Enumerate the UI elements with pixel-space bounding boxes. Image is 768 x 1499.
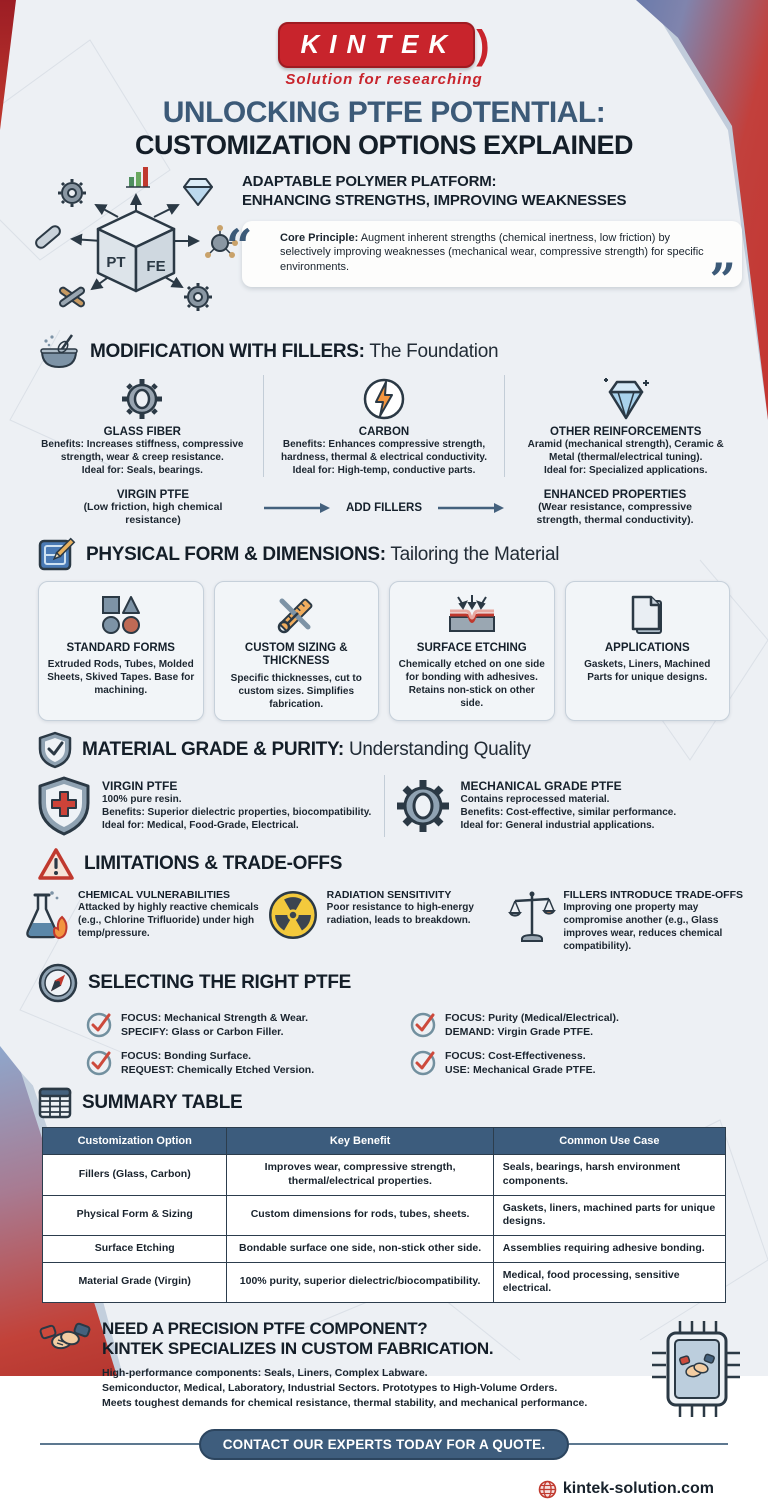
table-row [43,1235,726,1262]
summary-table [42,1127,726,1302]
card-text: Chemically etched on one side for bonding with adhesives. Retains non-stick on other side. [398,659,545,710]
cta-heading-line1: NEED A PRECISION PTFE COMPONENT? [102,1318,428,1338]
cell-option: Surface Etching [43,1235,227,1262]
cta-section [40,1319,742,1419]
mixing-bowl-icon [38,333,80,371]
filler-benefits: Benefits: Enhances compressive strength, hardness, thermal & electrical conductivity. [281,439,487,463]
shield-check-icon [38,731,72,769]
open-quote-icon: “ [226,218,253,273]
filler-benefits: Benefits: Increases stiffness, compressive strength, wear & creep resistance. [41,439,244,463]
check-circle-icon [86,1012,112,1038]
globe-icon [538,1480,557,1499]
core-principle-quote [226,218,742,308]
checklist-line1: FOCUS: Bonding Surface. [121,1050,252,1063]
physical-heading-bold: PHYSICAL FORM & DIMENSIONS: [86,544,386,566]
selecting-section-header [38,963,768,1003]
limit-radiation [267,889,502,953]
checklist-line1: FOCUS: Purity (Medical/Electrical). [445,1011,619,1024]
checklist-line2: USE: Mechanical Grade PTFE. [445,1064,596,1077]
blueprint-pencil-icon [38,537,76,573]
table-row [43,1195,726,1235]
grade-heading-light: Understanding Quality [343,738,531,760]
cell-option: Fillers (Glass, Carbon) [43,1155,227,1195]
cta-body-line: Meets toughest demands for chemical resistance, thermal stability, and mechanical performance. [102,1397,588,1410]
card-title: CUSTOM SIZING & THICKNESS [244,642,348,668]
filler-ideal-for: Ideal for: High-temp, conductive parts. [292,465,476,476]
grade-heading-bold: MATERIAL GRADE & PURITY: [82,738,344,760]
handshake-icon [40,1319,90,1359]
limitations-heading: LIMITATIONS & TRADE-OFFS [84,852,343,874]
cell-benefit: Improves wear, compressive strength, thermal/electrical properties. [227,1155,493,1195]
arrow-right-icon [436,502,506,514]
quote-label: Core Principle: [280,231,359,244]
ptfe-cube-illustration [30,165,242,323]
card-text: Specific thicknesses, cut to custom sizes. Simplifies fabrication. [230,672,362,710]
selecting-checklist [86,1011,708,1078]
diamond-icon [184,179,212,205]
column-header: Common Use Case [493,1128,725,1155]
filler-title: CARBON [358,426,410,438]
flow-step-add-fillers: ADD FILLERS [345,502,423,515]
svg-text:PT: PT [106,254,126,271]
checklist-item [86,1049,384,1077]
platform-heading-line2: ENHANCING STRENGTHS, IMPROVING WEAKNESSES [242,191,627,209]
footer [0,1480,714,1499]
cell-option: Physical Form & Sizing [43,1195,227,1235]
page-title-line2: CUSTOMIZATION OPTIONS EXPLAINED [134,130,634,160]
limitations-section-header [38,847,768,881]
page-title-line1: UNLOCKING PTFE POTENTIAL: [162,96,606,129]
filler-title: OTHER REINFORCEMENTS [549,426,702,438]
filler-ideal-for: Ideal for: Specialized applications. [543,465,708,476]
check-circle-icon [410,1050,436,1076]
lightning-icon [362,376,406,422]
kintek-logo-text: KINTEK [278,22,475,68]
document-icon [627,593,667,637]
divider-line [569,1443,728,1445]
cell-benefit: Bondable surface one side, non-stick other side. [227,1235,493,1262]
balance-scale-icon [509,889,555,945]
limit-text: Attacked by highly reactive chemicals (e.g., Chlorine Trifluoride) under high temp/pressure. [78,901,259,939]
platform-heading-line1: ADAPTABLE POLYMER PLATFORM: [242,173,497,190]
card-text: Gaskets, Liners, Machined Parts for unique designs. [584,659,711,684]
cell-benefit: 100% purity, superior dielectric/biocompatibility. [227,1262,493,1302]
grade-virgin-ptfe [26,775,384,837]
compass-icon [38,963,78,1003]
card-title: STANDARD FORMS [66,642,175,655]
checklist-item [86,1011,384,1039]
cell-benefit: Custom dimensions for rods, tubes, sheets. [227,1195,493,1235]
shield-cross-icon [36,775,92,837]
flask-flame-icon [24,889,70,945]
gear-icon [58,179,86,207]
summary-heading: SUMMARY TABLE [82,1092,243,1114]
grade-line: Benefits: Cost-effective, similar performance. [460,807,677,819]
cell-option: Material Grade (Virgin) [43,1262,227,1302]
limit-title: RADIATION SENSITIVITY [326,888,452,901]
card-title: SURFACE ETCHING [416,642,527,655]
limit-chemical [24,889,259,953]
header [0,0,768,161]
kintek-logo [278,22,489,68]
checklist-line1: FOCUS: Cost-Effectiveness. [445,1050,586,1063]
svg-text:FE: FE [146,258,166,275]
physical-heading-light: Tailoring the Material [385,544,560,566]
filler-process-flow [26,489,742,527]
flow-step-enhanced: ENHANCED PROPERTIES [543,489,687,501]
card-applications [565,581,731,720]
grade-line: Ideal for: Medical, Food-Grade, Electrical. [102,820,299,832]
contact-experts-button[interactable]: CONTACT OUR EXPERTS TODAY FOR A QUOTE. [199,1429,570,1460]
card-text: Extruded Rods, Tubes, Molded Sheets, Skived Tapes. Base for machining. [47,659,195,697]
cell-use-case: Seals, bearings, harsh environment components. [493,1155,725,1195]
ptfe-cube [98,211,174,291]
cta-heading-line2: KINTEK SPECIALIZES IN CUSTOM FABRICATION. [102,1339,494,1359]
cell-use-case: Medical, food processing, sensitive electrical. [493,1262,725,1302]
arrow-right-icon [262,502,332,514]
checklist-item [410,1049,708,1077]
fillers-columns [22,375,746,477]
table-row [43,1155,726,1195]
card-custom-sizing [214,581,380,720]
filler-glass-fiber [22,375,263,477]
grade-line: Benefits: Superior dielectric properties, biocompatibility. [102,807,372,819]
summary-table-header-row [43,1128,726,1155]
filler-carbon [263,375,505,477]
gear-outline-icon [395,776,451,836]
bandage-icon [34,224,62,250]
card-surface-etching [389,581,555,720]
cell-use-case: Gaskets, liners, machined parts for unique designs. [493,1195,725,1235]
card-standard-forms [38,581,204,720]
chip-handshake-icon [650,1319,742,1419]
gear-icon [119,376,165,422]
material-grade-section-header [38,731,768,769]
divider-line [40,1443,199,1445]
brand-tagline: Solution for researching [285,71,483,88]
selecting-heading: SELECTING THE RIGHT PTFE [88,971,352,993]
check-circle-icon [410,1012,436,1038]
cta-body-line: High-performance components: Seals, Liners, Complex Labware. [102,1366,428,1379]
table-icon [38,1087,72,1119]
fillers-heading-bold: MODIFICATION WITH FILLERS: [90,341,365,362]
grade-line: Contains reprocessed material. [460,793,610,805]
grade-title: MECHANICAL GRADE PTFE [460,778,622,793]
flow-step-virgin-sub: (Low friction, high chemical resistance) [83,501,223,527]
checklist-item [410,1011,708,1039]
contact-bar [40,1429,728,1460]
tools-icon [59,287,85,308]
quote-body: Augment inherent strengths (chemical inertness, low friction) by selectively improving weaknesses (mechanical wear, compressive strength) for specific environments. [280,231,704,274]
grade-mechanical-ptfe [384,775,743,837]
limit-text: Improving one property may compromise another (e.g., Glass improves wear, reduces chemical compatibility). [563,901,723,952]
fillers-heading-light: The Foundation [364,341,499,362]
limit-trade-offs [509,889,744,953]
table-row [43,1262,726,1302]
limit-title: CHEMICAL VULNERABILITIES [78,888,231,901]
cell-use-case: Assemblies requiring adhesive bonding. [493,1235,725,1262]
kintek-logo-accent: ) [476,23,490,67]
physical-form-section-header [38,537,768,573]
surface-etch-icon [446,593,498,637]
checklist-line2: SPECIFY: Glass or Carbon Filler. [121,1025,284,1038]
check-circle-icon [86,1050,112,1076]
column-header: Customization Option [43,1128,227,1155]
grade-line: Ideal for: General industrial applications. [460,820,655,832]
gear-icon [184,283,212,311]
limitations-items [24,889,744,953]
grade-line: 100% pure resin. [102,793,182,805]
ruler-scissors-icon [274,593,318,637]
bar-chart-icon [126,167,150,187]
checklist-line2: DEMAND: Virgin Grade PTFE. [445,1025,593,1038]
filler-title: GLASS FIBER [103,426,181,438]
radiation-icon [267,889,319,941]
flow-step-enhanced-sub: (Wear resistance, compressive strength, thermal conductivity). [536,501,694,527]
limit-title: FILLERS INTRODUCE TRADE-OFFS [563,888,744,901]
warning-triangle-icon [38,847,74,881]
website-link[interactable]: kintek-solution.com [562,1480,714,1498]
fillers-section-header [38,333,768,371]
adaptable-platform-section [30,165,742,323]
filler-benefits: Aramid (mechanical strength), Ceramic & Metal (thermal/electrical tuning). [527,439,724,463]
filler-other-reinforcements [504,375,746,477]
shapes-icon [99,593,143,637]
checklist-line2: REQUEST: Chemically Etched Version. [121,1064,315,1077]
diamond-icon [600,376,652,422]
flow-step-virgin-ptfe: VIRGIN PTFE [116,489,190,501]
physical-form-cards [38,581,730,720]
material-grade-items [26,775,742,837]
close-quote-icon: ” [709,253,736,308]
card-title: APPLICATIONS [604,642,690,655]
checklist-line1: FOCUS: Mechanical Strength & Wear. [121,1011,309,1024]
limit-text: Poor resistance to high-energy radiation, leads to breakdown. [326,901,474,926]
filler-ideal-for: Ideal for: Seals, bearings. [81,465,203,476]
grade-title: VIRGIN PTFE [102,778,178,793]
column-header: Key Benefit [227,1128,493,1155]
cta-body-line: Semiconductor, Medical, Laboratory, Industrial Sectors. Prototypes to High-Volume Orders. [102,1381,558,1394]
summary-section-header [38,1087,768,1119]
